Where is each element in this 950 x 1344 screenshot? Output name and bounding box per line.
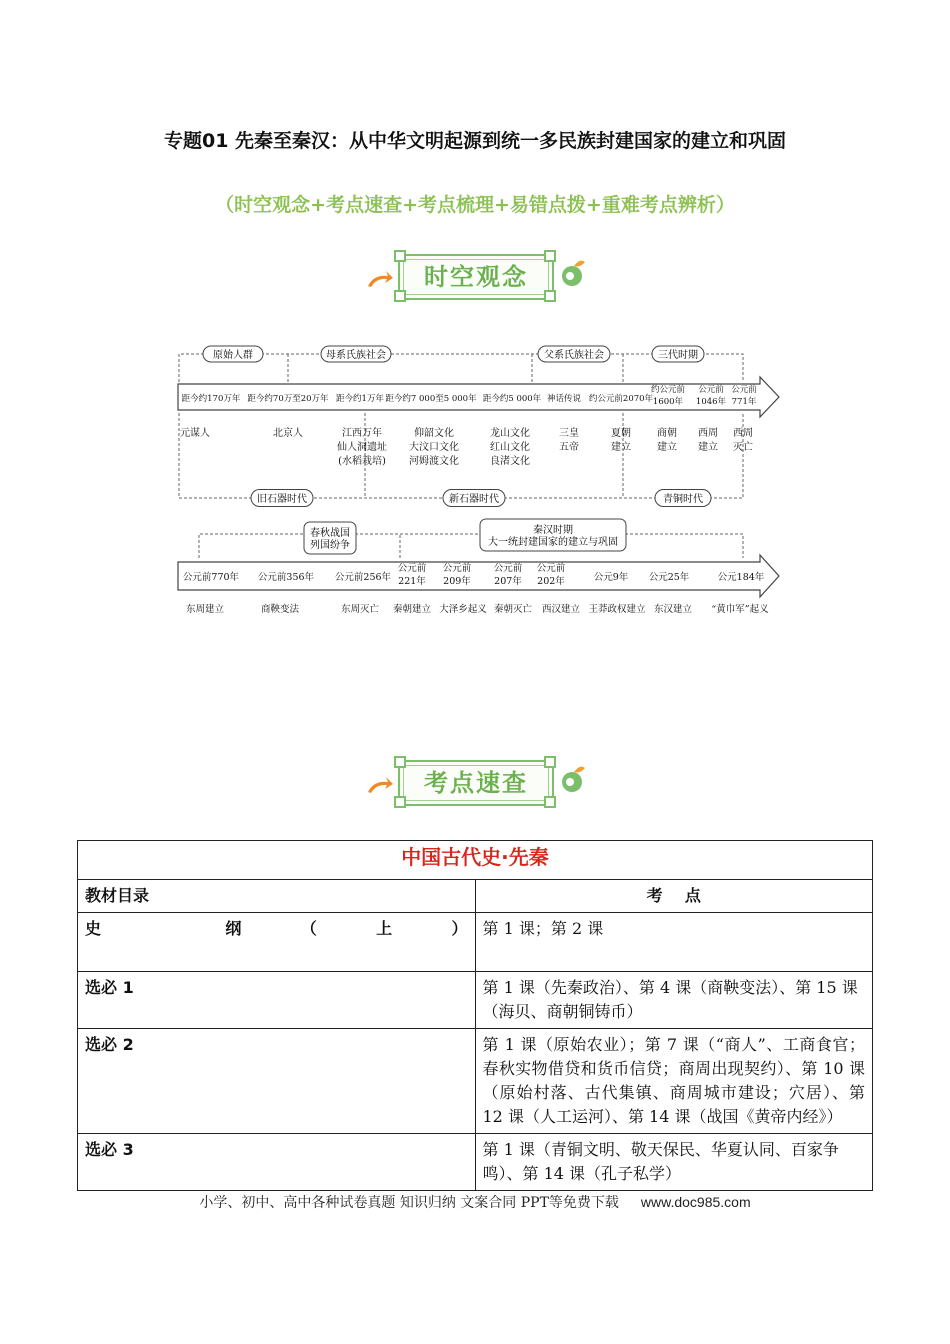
period-era — [480, 519, 626, 551]
table-row — [78, 1029, 873, 1134]
timeline-event: 东汉建立 — [653, 604, 693, 615]
period-era-label: 列国纷争 — [310, 540, 350, 551]
timeline-date: 209年 — [443, 576, 471, 587]
timeline-event: 建立 — [611, 442, 631, 453]
table-row — [78, 972, 873, 1029]
timeline-date: 距今约5 000年 — [482, 394, 542, 404]
timeline-event: “黄巾军”起义 — [711, 604, 769, 615]
row-book: 选必 3 — [78, 1134, 476, 1191]
page-footer — [0, 1192, 950, 1212]
timeline-date: 公元184年 — [717, 572, 765, 583]
footer-url[interactable]: www.doc985.com — [640, 1194, 751, 1210]
period-top — [538, 346, 610, 362]
timeline-date: 公元前 — [397, 563, 427, 574]
timeline-date: 1600年 — [652, 397, 684, 407]
timeline-event: 北京人 — [273, 428, 303, 439]
timeline-date: 公元前 — [536, 563, 566, 574]
period-bottom — [443, 490, 505, 507]
period-bottom — [655, 490, 711, 507]
table-row — [78, 913, 873, 972]
timeline-event: 良渚文化 — [490, 456, 530, 467]
timeline-event: 建立 — [698, 442, 718, 453]
timeline-event: 仙人洞遗址 — [337, 442, 387, 453]
row-content: 第 1 课；第 2 课 — [475, 913, 873, 972]
timeline-date: 公元前770年 — [182, 572, 240, 583]
timeline-date: 距今约1万年 — [336, 394, 384, 404]
timeline-date: 公元25年 — [648, 572, 690, 583]
timeline-event: 元谋人 — [180, 428, 210, 439]
timeline-event: (水稻栽培) — [338, 456, 386, 467]
row-book: 选必 1 — [78, 972, 476, 1029]
timeline-event: 西周 — [733, 428, 753, 439]
timeline-event: 秦朝建立 — [392, 604, 432, 615]
timeline-event: 五帝 — [559, 442, 579, 453]
timeline-date: 771年 — [731, 397, 757, 407]
timeline-event: 龙山文化 — [490, 428, 530, 439]
orange-arrow-icon — [366, 270, 394, 288]
timeline-event: 秦朝灭亡 — [493, 604, 533, 615]
timeline-event: 大泽乡起义 — [439, 604, 487, 615]
timeline-date: 公元前 — [493, 563, 523, 574]
period-era-label: 秦汉时期 — [533, 525, 573, 536]
historical-timeline — [170, 340, 790, 630]
table-title: 中国古代史·先秦 — [78, 841, 873, 880]
document-subtitle: （时空观念+考点速查+考点梳理+易错点拨+重难考点辨析） — [215, 194, 735, 216]
timeline-date: 公元前 — [698, 385, 724, 395]
timeline-date: 约公元前 — [650, 385, 686, 395]
timeline-date: 距今约170万年 — [181, 394, 241, 404]
timeline-event: 江西万年 — [342, 428, 382, 439]
timeline-event: 河姆渡文化 — [409, 456, 459, 467]
timeline-date: 距今约7 000至5 000年 — [385, 394, 477, 404]
timeline-date: 1046年 — [695, 397, 727, 407]
row-content: 第 1 课（青铜文明、敬天保民、华夏认同、百家争鸣）、第 14 课（孔子私学） — [475, 1134, 873, 1191]
timeline-date: 207年 — [494, 576, 522, 587]
period-top-label: 原始人群 — [213, 350, 253, 361]
timeline-event: 商朝 — [657, 428, 677, 439]
timeline-event: 西周 — [698, 428, 718, 439]
row-book-label: 史 纲（上） — [85, 919, 468, 938]
green-leaf-icon — [558, 764, 586, 794]
timeline-date: 公元前 — [731, 385, 757, 395]
period-top — [652, 346, 704, 362]
section-banner-checklist — [360, 756, 590, 814]
col-header-book: 教材目录 — [78, 880, 476, 913]
timeline-event: 东周灭亡 — [340, 604, 380, 615]
timeline-date: 公元前256年 — [334, 572, 392, 583]
timeline-date: 221年 — [398, 576, 426, 587]
timeline-event: 商鞅变法 — [260, 604, 300, 615]
period-era-label: 春秋战国 — [310, 528, 350, 539]
timeline-event: 灭亡 — [733, 442, 753, 453]
orange-arrow-icon — [366, 776, 394, 794]
timeline-event: 红山文化 — [490, 442, 530, 453]
period-top-label: 三代时期 — [658, 350, 698, 361]
timeline-event: 大汶口文化 — [409, 442, 459, 453]
col-header-points: 考 点 — [475, 880, 873, 913]
period-era-label: 大一统封建国家的建立与巩固 — [488, 537, 618, 548]
timeline-date: 公元前 — [442, 563, 472, 574]
period-bottom-label: 新石器时代 — [449, 494, 499, 505]
period-top — [321, 346, 391, 362]
green-leaf-icon — [558, 258, 586, 288]
timeline-date: 距今约70万至20万年 — [247, 394, 329, 404]
timeline-event: 三皇 — [559, 428, 579, 439]
timeline-date: 202年 — [537, 576, 565, 587]
timeline-event: 夏朝 — [611, 428, 631, 439]
row-content: 第 1 课（原始农业）；第 7 课（“商人”、工商食官；春秋实物借贷和货币信贷；商周出现契约）、第 10 课（原始村落、古代集镇、商周城市建设；穴居）、第 12 课（人工运河）、第 14 课（战国《黄帝内经》） — [475, 1029, 873, 1134]
timeline-date: 神话传说 — [546, 394, 582, 404]
row-book — [78, 913, 476, 972]
period-era — [304, 522, 356, 554]
timeline-event: 西汉建立 — [541, 604, 581, 615]
row-book: 选必 2 — [78, 1029, 476, 1134]
row-content: 第 1 课（先秦政治）、第 4 课（商鞅变法）、第 15 课（海贝、商朝铜铸币） — [475, 972, 873, 1029]
table-row — [78, 1134, 873, 1191]
period-bottom-label: 旧石器时代 — [257, 494, 307, 505]
timeline-date: 公元前356年 — [257, 572, 315, 583]
section-banner-timeline — [360, 250, 590, 308]
timeline-event: 王莽政权建立 — [588, 604, 646, 615]
period-bottom — [251, 490, 313, 507]
banner-label: 考点速查 — [424, 769, 528, 797]
timeline-event: 仰韶文化 — [414, 428, 454, 439]
period-bottom-label: 青铜时代 — [663, 494, 703, 505]
period-top-label: 母系氏族社会 — [326, 350, 386, 361]
period-top-label: 父系氏族社会 — [544, 350, 604, 361]
banner-label: 时空观念 — [424, 263, 528, 291]
timeline-date: 公元9年 — [593, 572, 629, 583]
timeline-date: 约公元前2070年 — [588, 394, 654, 404]
syllabus-table — [77, 840, 873, 1191]
document-title: 专题01 先秦至秦汉：从中华文明起源到统一多民族封建国家的建立和巩固 — [163, 130, 787, 152]
footer-text: 小学、初中、高中各种试卷真题 知识归纳 文案合同 PPT等免费下载 — [199, 1195, 619, 1211]
period-top — [203, 346, 263, 362]
timeline-event: 建立 — [657, 442, 677, 453]
timeline-event: 东周建立 — [185, 604, 225, 615]
